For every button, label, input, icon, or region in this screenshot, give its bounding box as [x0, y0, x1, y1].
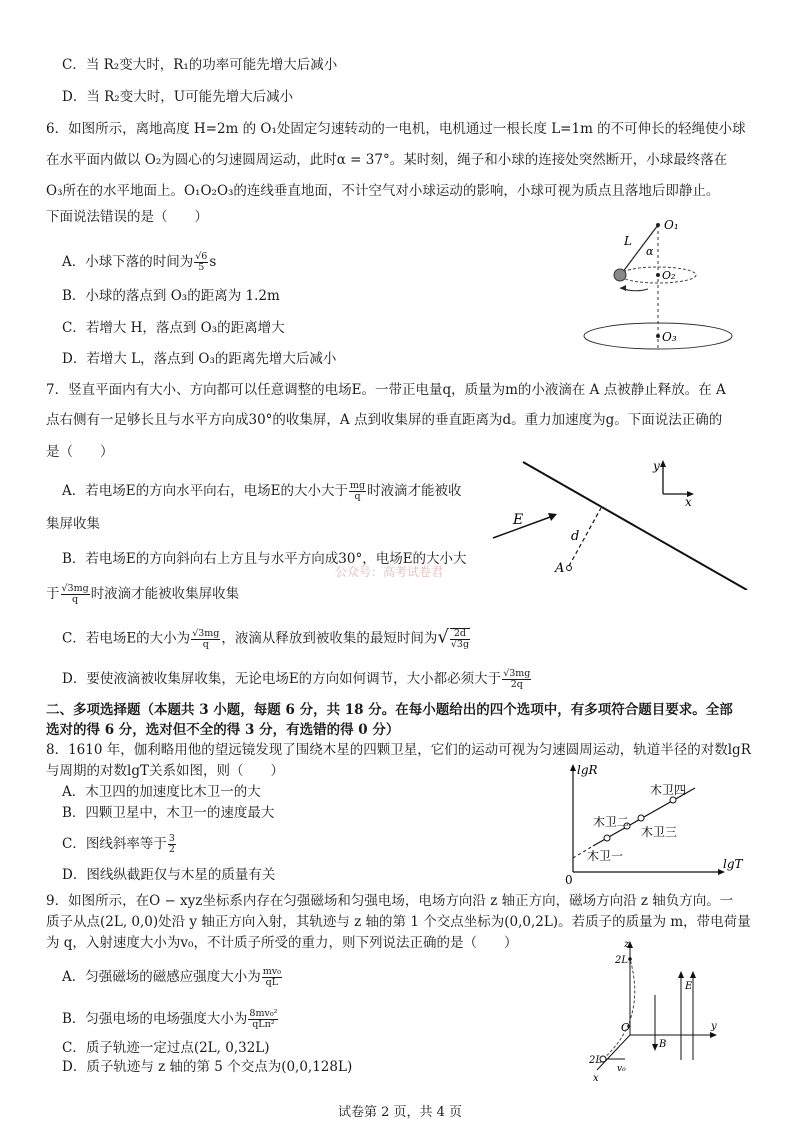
q9-label-2l-x: 2L [589, 1055, 603, 1066]
section2-title-line1: 二、多项选择题（本题共 3 小题，每题 6 分，共 18 分。在每小题给出的四个选项中，有多项符合题目要求。全部 [46, 702, 733, 718]
page-footer: 试卷第 2 页，共 4 页 [337, 1105, 463, 1120]
q7-label-y: y [653, 459, 660, 473]
q9-option-c: C．质子轨迹一定过点(2L, 0,32L) [62, 1040, 270, 1056]
q6-stem-line2: 在水平面内做以 O₂为圆心的匀速圆周运动，此时α = 37°。某时刻，绳子和小球的连接处突然断开，小球最终落在 [46, 152, 728, 168]
q6-optA-fraction: $\frac{√6}{5}$ [195, 251, 208, 273]
q8-option-d: D．图线纵截距仅与木星的质量有关 [62, 867, 276, 883]
q8-stem-line1: 8．1610 年，伽利略用他的望远镜发现了围绕木星的四颗卫星，它们的运动可视为匀速圆周运动，轨道半径的对数lgR [46, 742, 751, 758]
q8-label-m3: 木卫三 [641, 825, 678, 839]
q8-option-a: A．木卫四的加速度比木卫一的大 [62, 784, 261, 800]
q7-optB-fraction: $\frac{√3mg}{q}$ [61, 583, 89, 605]
q6-stem-line3: O₃所在的水平地面上。O₁O₂O₃的连线垂直地面，不计空气对小球运动的影响，小球可视为质点且落地后即静止。 [46, 183, 720, 199]
q9-label-x: x [593, 1073, 599, 1084]
q7-option-b-line2: 于 $\frac{√3mg}{q}$ 时液滴才能被收集屏收集 [46, 583, 240, 605]
q9-optA-fraction: $\frac{\text{mv₀}}{qL}$ [262, 966, 281, 988]
q8-stem-line2: 与周期的对数lgT关系如图，则（ ） [46, 763, 284, 779]
q6-option-a: A．小球下落的时间为 $\frac{√6}{5}$ s [62, 251, 217, 273]
q8-option-c: C．图线斜率等于 $\frac{3}{2}$ [62, 833, 175, 855]
q8-ylabel: lgR [577, 763, 598, 777]
q7-label-x: x [685, 495, 692, 509]
q6-label-o3: O₃ [662, 330, 677, 344]
q9-option-b: B．匀强电场的电场强度大小为 $\frac{\text{8mv₀²}}{\text{qLπ²}}$ [62, 1008, 278, 1030]
q7-option-c: C．若电场E的大小为 $\frac{√3mg}{q}$ ，液滴从释放到被收集的最短时间为√ $\frac{2d}{√3g}$ [62, 626, 470, 650]
q7-label-e: E [513, 512, 524, 528]
q8-origin: 0 [565, 873, 573, 887]
q9-stem-line3: 为 q，入射速度大小为v₀，不计质子所受的重力，则下列说法正确的是（ ） [46, 935, 518, 951]
q8-option-b: B．四颗卫星中，木卫一的速度最大 [62, 805, 275, 821]
q8-optC-fraction: $\frac{3}{2}$ [168, 833, 175, 855]
q6-option-d: D．若增大 L，落点到 O₃的距离先增大后减小 [62, 351, 337, 367]
q9-label-b: B [659, 1039, 667, 1050]
q9-label-z: z [624, 939, 630, 950]
q9-stem-line2: 质子从点(2L, 0,0)处沿 y 轴正方向入射，其轨迹与 z 轴的第 1 个交点坐标为(0,0,2L)。若质子的质量为 m，带电荷量 [46, 914, 751, 930]
watermark: 公众号：高考试卷君 [335, 565, 444, 579]
q7-option-a-line1: A．若电场E的方向水平向右，电场E的大小大于 $\frac{mg}{q}$ 时液滴才能被收 [62, 480, 462, 502]
q7-figure [485, 450, 785, 590]
q7-optC-fraction: $\frac{√3mg}{q}$ [192, 627, 220, 650]
q9-label-v0: v₀ [617, 1064, 626, 1074]
q9-label-o: O [621, 1021, 631, 1034]
q8-xlabel: lgT [723, 857, 743, 871]
q6-label-o2: O₂ [662, 269, 676, 282]
q9-label-2l-z: 2L [615, 955, 629, 966]
q6-figure [580, 215, 780, 355]
q5-option-d: D．当 R₂变大时，U可能先增大后减小 [62, 89, 294, 105]
section2-title-line2: 选对的得 6 分，选对但不全的得 3 分，有选错的得 0 分） [46, 722, 400, 738]
q9-option-a: A．匀强磁场的磁感应强度大小为 $\frac{\text{mv₀}}{qL}$ [62, 966, 281, 988]
q8-label-m4: 木卫四 [650, 783, 687, 797]
q7-optC-sqrt: √ $\frac{2d}{√3g}$ [437, 626, 470, 650]
q7-stem-line2: 点右侧有一足够长且与水平方向成30°的收集屏，A 点到收集屏的垂直距离为d。重力加速度为g。下面说法正确的 [46, 412, 723, 428]
q9-label-y: y [711, 1021, 717, 1032]
q9-figure [585, 935, 725, 1085]
q9-optB-fraction: $\frac{\text{8mv₀²}}{\text{qLπ²}}$ [249, 1008, 278, 1030]
q5-option-c: C．当 R₂变大时，R₁的功率可能先增大后减小 [62, 57, 338, 73]
q6-label-alpha: α [646, 245, 654, 258]
q7-option-b-line1: B．若电场E的方向斜向右上方且与水平方向成30°，电场E的大小大 [62, 551, 467, 567]
q6-stem-line4: 下面说法错误的是（ ） [46, 209, 208, 225]
q7-stem-line1: 7．竖直平面内有大小、方向都可以任意调整的电场E。一带正电量q，质量为m的小液滴在 A 点被静止释放。在 A [46, 382, 726, 398]
q9-label-e: E [685, 981, 693, 992]
q7-stem-line3: 是（ ） [46, 444, 114, 460]
q7-optD-fraction: $\frac{√3mg}{2q}$ [503, 668, 531, 690]
q8-figure [555, 760, 745, 888]
q9-stem-line1: 9．如图所示，在O − xyz坐标系内存在匀强磁场和匀强电场，电场方向沿 z 轴正方向，磁场方向沿 z 轴负方向。一 [46, 893, 734, 909]
q7-optA-fraction: $\frac{mg}{q}$ [349, 480, 366, 502]
q7-label-a: A [555, 561, 565, 576]
q8-label-m2: 木卫二 [593, 815, 630, 829]
q6-label-l: L [624, 234, 632, 248]
q8-label-m1: 木卫一 [587, 849, 624, 863]
q9-option-d: D．质子轨迹与 z 轴的第 5 个交点为(0,0,128L) [62, 1059, 353, 1075]
q7-option-d: D．要使液滴被收集屏收集，无论电场E的方向如何调节，大小都必须大于 $\frac{√3mg}{2q}$ [62, 668, 531, 690]
q6-option-b: B．小球的落点到 O₃的距离为 1.2m [62, 288, 280, 304]
q6-option-c: C．若增大 H，落点到 O₃的距离增大 [62, 320, 285, 336]
q7-label-d: d [571, 529, 580, 544]
q6-label-o1: O₁ [664, 218, 679, 232]
q7-option-a-line2: 集屏收集 [46, 516, 100, 532]
q6-stem-line1: 6．如图所示，离地高度 H=2m 的 O₁处固定匀速转动的一电机，电机通过一根长度 L=1m 的不可伸长的轻绳使小球 [46, 121, 746, 137]
